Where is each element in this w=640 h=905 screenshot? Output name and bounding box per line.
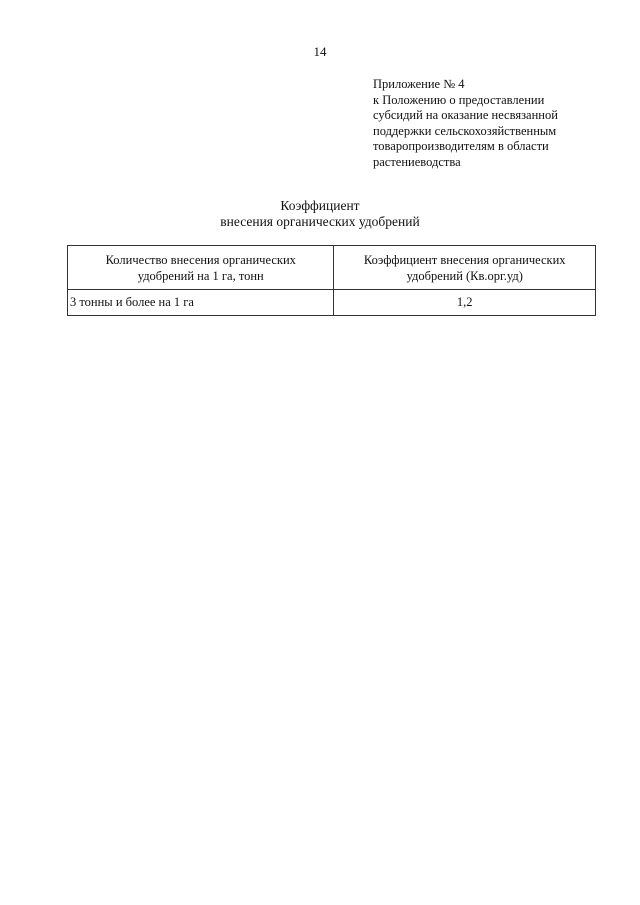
title-line: Коэффициент (280, 198, 360, 213)
appendix-line: Приложение № 4 (373, 77, 465, 91)
appendix-line: к Положению о предоставлении (373, 92, 545, 107)
table-cell-quantity: 3 тонны и более на 1 га (68, 290, 334, 316)
header-cell-quantity (68, 246, 334, 290)
title-line: внесения органических удобрений (220, 214, 420, 229)
appendix-heading (373, 77, 603, 170)
header-text-line: Количество внесения органических (105, 252, 296, 267)
table-header-row (68, 246, 596, 290)
header-cell-coefficient (334, 246, 596, 290)
table-row (68, 290, 596, 316)
appendix-line: растениеводства (373, 154, 461, 169)
appendix-line: поддержки сельскохозяйственным (373, 123, 557, 138)
header-text-line: удобрений на 1 га, тонн (137, 268, 264, 283)
appendix-line: субсидий на оказание несвязанной (373, 108, 558, 122)
header-text-line: Коэффициент внесения органических (363, 252, 566, 267)
coefficient-table (67, 245, 596, 316)
appendix-line: товаропроизводителям в области (373, 139, 549, 153)
page-number: 14 (313, 44, 327, 59)
document-title (0, 198, 640, 230)
table-cell-coefficient: 1,2 (334, 290, 596, 316)
header-text-line: удобрений (Кв.орг.уд) (406, 268, 523, 283)
